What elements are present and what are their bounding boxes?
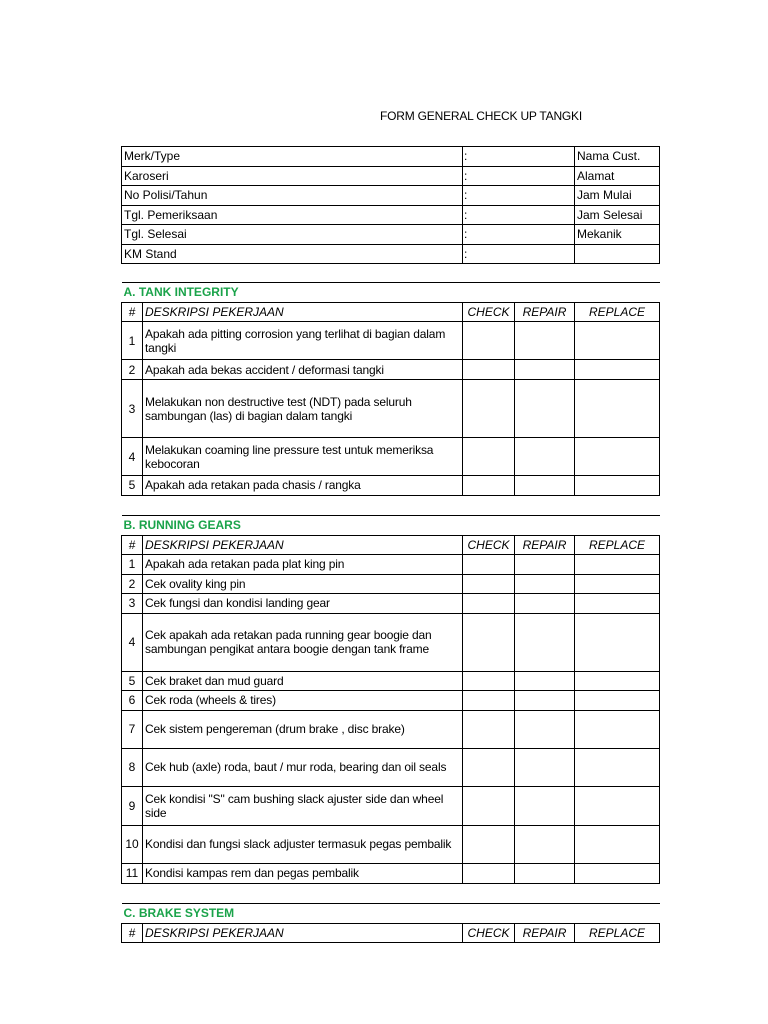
table-row — [122, 574, 660, 594]
info-label: Merk/Type — [122, 147, 463, 167]
check-cell[interactable] — [463, 787, 515, 826]
replace-cell[interactable] — [575, 322, 660, 360]
col-header-check: CHECK — [463, 923, 515, 943]
repair-cell[interactable] — [515, 476, 575, 496]
row-description: Cek braket dan mud guard — [143, 671, 463, 691]
info-label: Tgl. Selesai — [122, 225, 463, 245]
check-cell[interactable] — [463, 691, 515, 711]
table-row — [122, 691, 660, 711]
row-number: 9 — [122, 787, 143, 826]
row-number: 6 — [122, 691, 143, 711]
repair-cell[interactable] — [515, 691, 575, 711]
repair-cell[interactable] — [515, 825, 575, 864]
row-description: Kondisi dan fungsi slack adjuster termasuk pegas pembalik — [143, 825, 463, 864]
row-description: Cek ovality king pin — [143, 574, 463, 594]
repair-cell[interactable] — [515, 864, 575, 884]
check-cell[interactable] — [463, 613, 515, 671]
table-row — [122, 671, 660, 691]
replace-cell[interactable] — [575, 476, 660, 496]
repair-cell[interactable] — [515, 574, 575, 594]
row-number: 5 — [122, 671, 143, 691]
section-title: C. BRAKE SYSTEM — [122, 904, 660, 924]
row-description: Apakah ada bekas accident / deformasi tangki — [143, 360, 463, 380]
repair-cell[interactable] — [515, 438, 575, 476]
replace-cell[interactable] — [575, 787, 660, 826]
jam-mulai-field[interactable]: Jam Mulai — [575, 186, 660, 206]
check-cell[interactable] — [463, 380, 515, 438]
row-description: Melakukan coaming line pressure test untuk memeriksa kebocoran — [143, 438, 463, 476]
row-description: Apakah ada pitting corrosion yang terlihat di bagian dalam tangki — [143, 322, 463, 360]
replace-cell[interactable] — [575, 555, 660, 575]
info-label: KM Stand — [122, 244, 463, 264]
karoseri-field[interactable]: : — [463, 166, 575, 186]
replace-cell[interactable] — [575, 438, 660, 476]
merk-type-field[interactable]: : — [463, 147, 575, 167]
col-header-desc: DESKRIPSI PEKERJAAN — [143, 302, 463, 322]
replace-cell[interactable] — [575, 671, 660, 691]
check-cell[interactable] — [463, 594, 515, 614]
row-number: 3 — [122, 594, 143, 614]
repair-cell[interactable] — [515, 787, 575, 826]
col-header-replace: REPLACE — [575, 535, 660, 555]
check-cell[interactable] — [463, 360, 515, 380]
empty-field[interactable] — [575, 244, 660, 264]
table-row — [122, 380, 660, 438]
tgl-pemeriksaan-field[interactable]: : — [463, 205, 575, 225]
km-stand-field[interactable]: : — [463, 244, 575, 264]
repair-cell[interactable] — [515, 555, 575, 575]
row-number: 2 — [122, 360, 143, 380]
info-row-tgl-pemeriksaan — [122, 205, 660, 225]
replace-cell[interactable] — [575, 748, 660, 787]
info-row-km-stand — [122, 244, 660, 264]
column-header-row — [122, 923, 660, 943]
replace-cell[interactable] — [575, 594, 660, 614]
repair-cell[interactable] — [515, 613, 575, 671]
table-row — [122, 787, 660, 826]
section-running-gears — [121, 515, 660, 884]
table-row — [122, 825, 660, 864]
check-cell[interactable] — [463, 710, 515, 748]
row-description: Kondisi kampas rem dan pegas pembalik — [143, 864, 463, 884]
section-brake-system — [121, 903, 660, 943]
replace-cell[interactable] — [575, 574, 660, 594]
repair-cell[interactable] — [515, 748, 575, 787]
nama-cust-field[interactable]: Nama Cust. — [575, 147, 660, 167]
repair-cell[interactable] — [515, 594, 575, 614]
row-description: Cek apakah ada retakan pada running gear boogie dan sambungan pengikat antara boogie dengan tank frame — [143, 613, 463, 671]
col-header-repair: REPAIR — [515, 923, 575, 943]
row-number: 1 — [122, 322, 143, 360]
info-row-merk-type — [122, 147, 660, 167]
col-header-num: # — [122, 535, 143, 555]
row-description: Melakukan non destructive test (NDT) pada seluruh sambungan (las) di bagian dalam tangki — [143, 380, 463, 438]
col-header-desc: DESKRIPSI PEKERJAAN — [143, 535, 463, 555]
info-label: Tgl. Pemeriksaan — [122, 205, 463, 225]
col-header-replace: REPLACE — [575, 302, 660, 322]
replace-cell[interactable] — [575, 613, 660, 671]
check-cell[interactable] — [463, 476, 515, 496]
table-row — [122, 594, 660, 614]
check-cell[interactable] — [463, 864, 515, 884]
row-number: 1 — [122, 555, 143, 575]
col-header-num: # — [122, 923, 143, 943]
no-polisi-field[interactable]: : — [463, 186, 575, 206]
table-row — [122, 438, 660, 476]
check-cell[interactable] — [463, 555, 515, 575]
row-description: Cek sistem pengereman (drum brake , disc brake) — [143, 710, 463, 748]
check-cell[interactable] — [463, 671, 515, 691]
repair-cell[interactable] — [515, 710, 575, 748]
vehicle-info-table — [121, 146, 660, 264]
row-description: Cek kondisi "S" cam bushing slack ajuster side dan wheel side — [143, 787, 463, 826]
mekanik-field[interactable]: Mekanik — [575, 225, 660, 245]
row-number: 3 — [122, 380, 143, 438]
row-number: 11 — [122, 864, 143, 884]
repair-cell[interactable] — [515, 322, 575, 360]
column-header-row — [122, 535, 660, 555]
row-number: 4 — [122, 613, 143, 671]
table-row — [122, 710, 660, 748]
replace-cell[interactable] — [575, 691, 660, 711]
table-row — [122, 322, 660, 360]
row-number: 10 — [122, 825, 143, 864]
row-number: 7 — [122, 710, 143, 748]
info-row-karoseri — [122, 166, 660, 186]
col-header-repair: REPAIR — [515, 535, 575, 555]
row-description: Apakah ada retakan pada chasis / rangka — [143, 476, 463, 496]
col-header-replace: REPLACE — [575, 923, 660, 943]
col-header-check: CHECK — [463, 535, 515, 555]
col-header-num: # — [122, 302, 143, 322]
replace-cell[interactable] — [575, 710, 660, 748]
row-number: 2 — [122, 574, 143, 594]
check-cell[interactable] — [463, 825, 515, 864]
form-title: FORM GENERAL CHECK UP TANGKI — [380, 109, 582, 123]
col-header-desc: DESKRIPSI PEKERJAAN — [143, 923, 463, 943]
replace-cell[interactable] — [575, 864, 660, 884]
info-label: No Polisi/Tahun — [122, 186, 463, 206]
check-cell[interactable] — [463, 438, 515, 476]
check-cell[interactable] — [463, 748, 515, 787]
alamat-field[interactable]: Alamat — [575, 166, 660, 186]
info-row-tgl-selesai — [122, 225, 660, 245]
info-label: Karoseri — [122, 166, 463, 186]
table-row — [122, 476, 660, 496]
table-row — [122, 555, 660, 575]
col-header-repair: REPAIR — [515, 302, 575, 322]
section-tank-integrity — [121, 282, 660, 496]
repair-cell[interactable] — [515, 380, 575, 438]
check-cell[interactable] — [463, 322, 515, 360]
jam-selesai-field[interactable]: Jam Selesai — [575, 205, 660, 225]
repair-cell[interactable] — [515, 671, 575, 691]
table-row — [122, 360, 660, 380]
info-row-no-polisi — [122, 186, 660, 206]
column-header-row — [122, 302, 660, 322]
row-description: Apakah ada retakan pada plat king pin — [143, 555, 463, 575]
row-description: Cek roda (wheels & tires) — [143, 691, 463, 711]
row-description: Cek hub (axle) roda, baut / mur roda, bearing dan oil seals — [143, 748, 463, 787]
check-cell[interactable] — [463, 574, 515, 594]
replace-cell[interactable] — [575, 825, 660, 864]
section-title: B. RUNNING GEARS — [122, 516, 660, 536]
row-number: 8 — [122, 748, 143, 787]
table-row — [122, 864, 660, 884]
col-header-check: CHECK — [463, 302, 515, 322]
replace-cell[interactable] — [575, 360, 660, 380]
table-row — [122, 613, 660, 671]
table-row — [122, 748, 660, 787]
row-number: 4 — [122, 438, 143, 476]
section-title: A. TANK INTEGRITY — [122, 283, 660, 303]
tgl-selesai-field[interactable]: : — [463, 225, 575, 245]
repair-cell[interactable] — [515, 360, 575, 380]
row-number: 5 — [122, 476, 143, 496]
replace-cell[interactable] — [575, 380, 660, 438]
row-description: Cek fungsi dan kondisi landing gear — [143, 594, 463, 614]
